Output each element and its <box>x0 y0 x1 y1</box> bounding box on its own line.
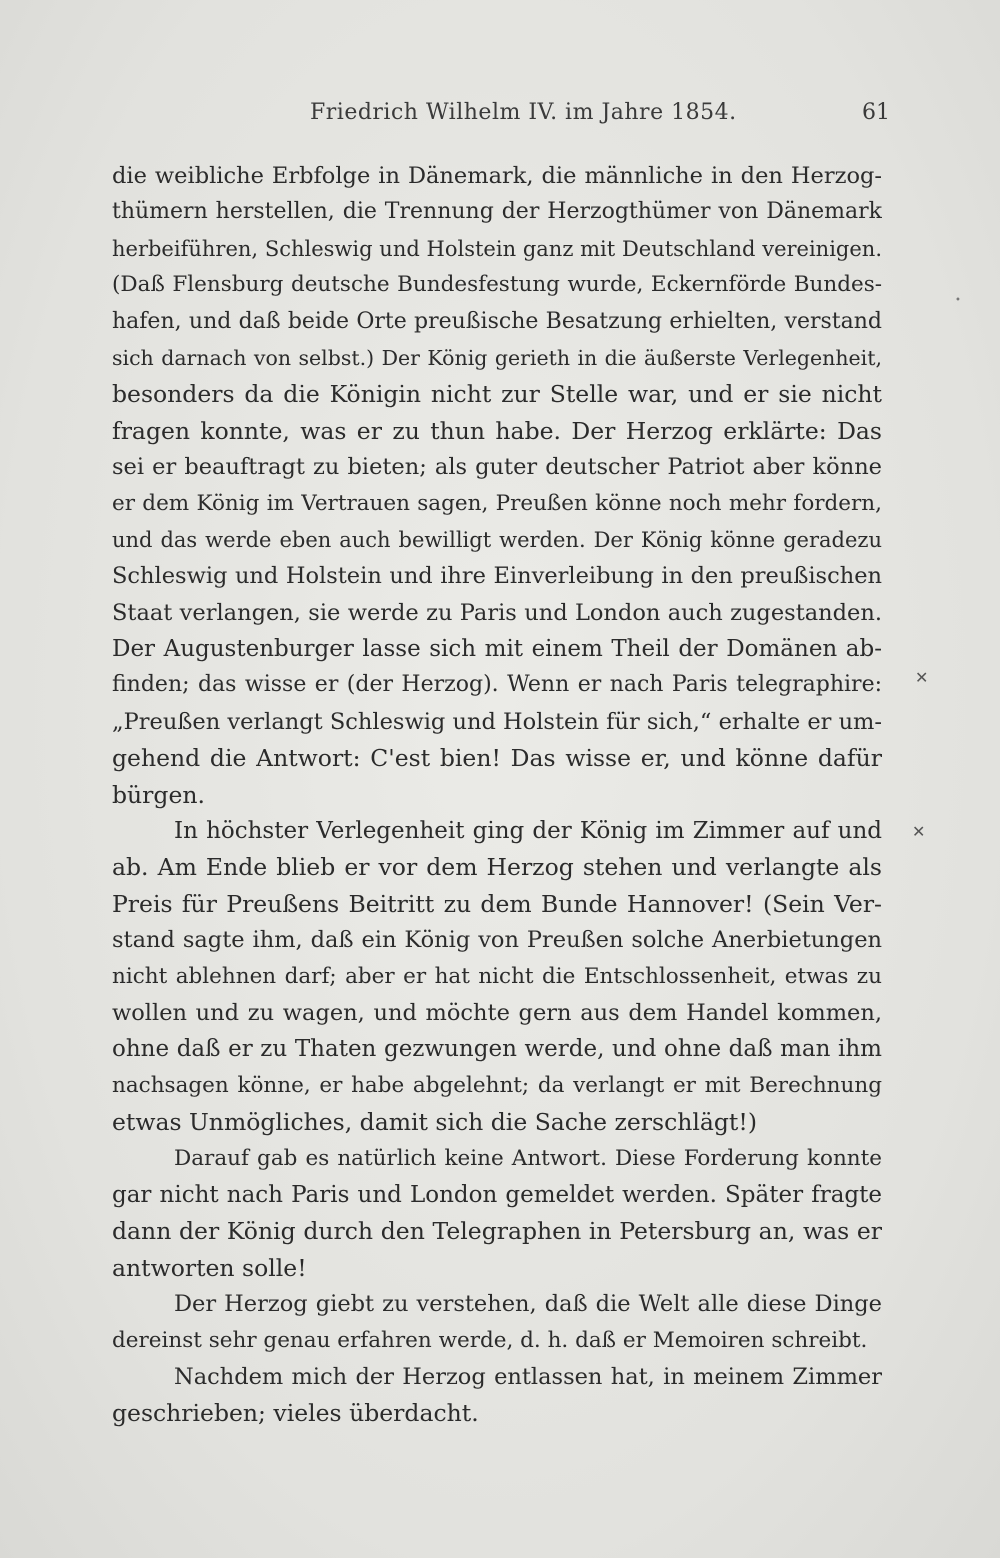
running-title: Friedrich Wilhelm IV. im Jahre 1854. <box>310 100 737 125</box>
text-line: herbeiführen, Schleswig und Holstein ganz mit Deutschland vereinigen. <box>112 236 882 261</box>
text-line: Der Herzog giebt zu verstehen, daß die Welt alle diese Dinge <box>174 1291 882 1318</box>
text-line: dereinst sehr genau erfahren werde, d. h. daß er Memoiren schreibt. <box>112 1327 868 1353</box>
text-line: Nachdem mich der Herzog entlassen hat, in meinem Zimmer <box>174 1363 882 1390</box>
text-line: gehend die Antwort: C'est bien! Das wisse er, und könne dafür <box>112 744 882 773</box>
text-line: wollen und zu wagen, und möchte gern aus dem Handel kommen, <box>112 999 882 1026</box>
text-line: er dem König im Vertrauen sagen, Preußen könne noch mehr fordern, <box>112 490 882 516</box>
text-line: Der Augustenburger lasse sich mit einem Theil der Domänen ab- <box>112 636 882 663</box>
margin-mark: ✕ <box>915 668 929 687</box>
text-line: dann der König durch den Telegraphen in Petersburg an, was er <box>112 1217 882 1246</box>
text-line: Schleswig und Holstein und ihre Einverleibung in den preußischen <box>112 563 882 590</box>
text-line: ab. Am Ende blieb er vor dem Herzog stehen und verlangte als <box>112 853 882 882</box>
text-line: geschrieben; vieles überdacht. <box>112 1399 479 1428</box>
text-line: und das werde eben auch bewilligt werden. Der König könne geradezu <box>112 527 882 552</box>
text-line: gar nicht nach Paris und London gemeldet werden. Später fragte <box>112 1181 882 1208</box>
text-line: stand sagte ihm, daß ein König von Preußen solche Anerbietungen <box>112 927 882 954</box>
text-line: hafen, und daß beide Orte preußische Besatzung erhielten, verstand <box>112 308 882 334</box>
text-line: besonders da die Königin nicht zur Stelle war, und er sie nicht <box>112 380 882 409</box>
text-line: „Preußen verlangt Schleswig und Holstein für sich,“ erhalte er um- <box>112 708 882 735</box>
text-line: fragen konnte, was er zu thun habe. Der Herzog erklärte: Das <box>112 416 882 445</box>
margin-mark: ✕ <box>912 822 926 841</box>
text-line: Darauf gab es natürlich keine Antwort. Diese Forderung konnte <box>174 1145 882 1171</box>
text-line: die weibliche Erbfolge in Dänemark, die männliche in den Herzog- <box>112 163 882 189</box>
text-line: thümern herstellen, die Trennung der Herzogthümer von Dänemark <box>112 199 882 225</box>
text-line: Staat verlangen, sie werde zu Paris und London auch zugestanden. <box>112 599 882 626</box>
running-head <box>110 100 890 140</box>
text-line: etwas Unmögliches, damit sich die Sache zerschlägt!) <box>112 1108 757 1137</box>
text-line: sei er beauftragt zu bieten; als guter deutscher Patriot aber könne <box>112 454 882 481</box>
text-line: In höchster Verlegenheit ging der König im Zimmer auf und <box>174 818 882 845</box>
text-line: antworten solle! <box>112 1253 307 1282</box>
page-number: 61 <box>862 100 890 125</box>
text-line: (Daß Flensburg deutsche Bundesfestung wurde, Eckernförde Bundes- <box>112 272 882 298</box>
body-text <box>112 158 882 1432</box>
margin-mark: • <box>955 295 961 306</box>
text-line: nicht ablehnen darf; aber er hat nicht die Entschlossenheit, etwas zu <box>112 963 882 989</box>
text-line: ohne daß er zu Thaten gezwungen werde, und ohne daß man ihm <box>112 1036 882 1063</box>
text-line: sich darnach von selbst.) Der König gerieth in die äußerste Verlegenheit, <box>112 345 882 370</box>
text-line: finden; das wisse er (der Herzog). Wenn er nach Paris telegraphire: <box>112 672 882 698</box>
text-line: bürgen. <box>112 780 205 809</box>
text-line: nachsagen könne, er habe abgelehnt; da verlangt er mit Berechnung <box>112 1072 882 1098</box>
text-line: Preis für Preußens Beitritt zu dem Bunde Hannover! (Sein Ver- <box>112 889 882 918</box>
